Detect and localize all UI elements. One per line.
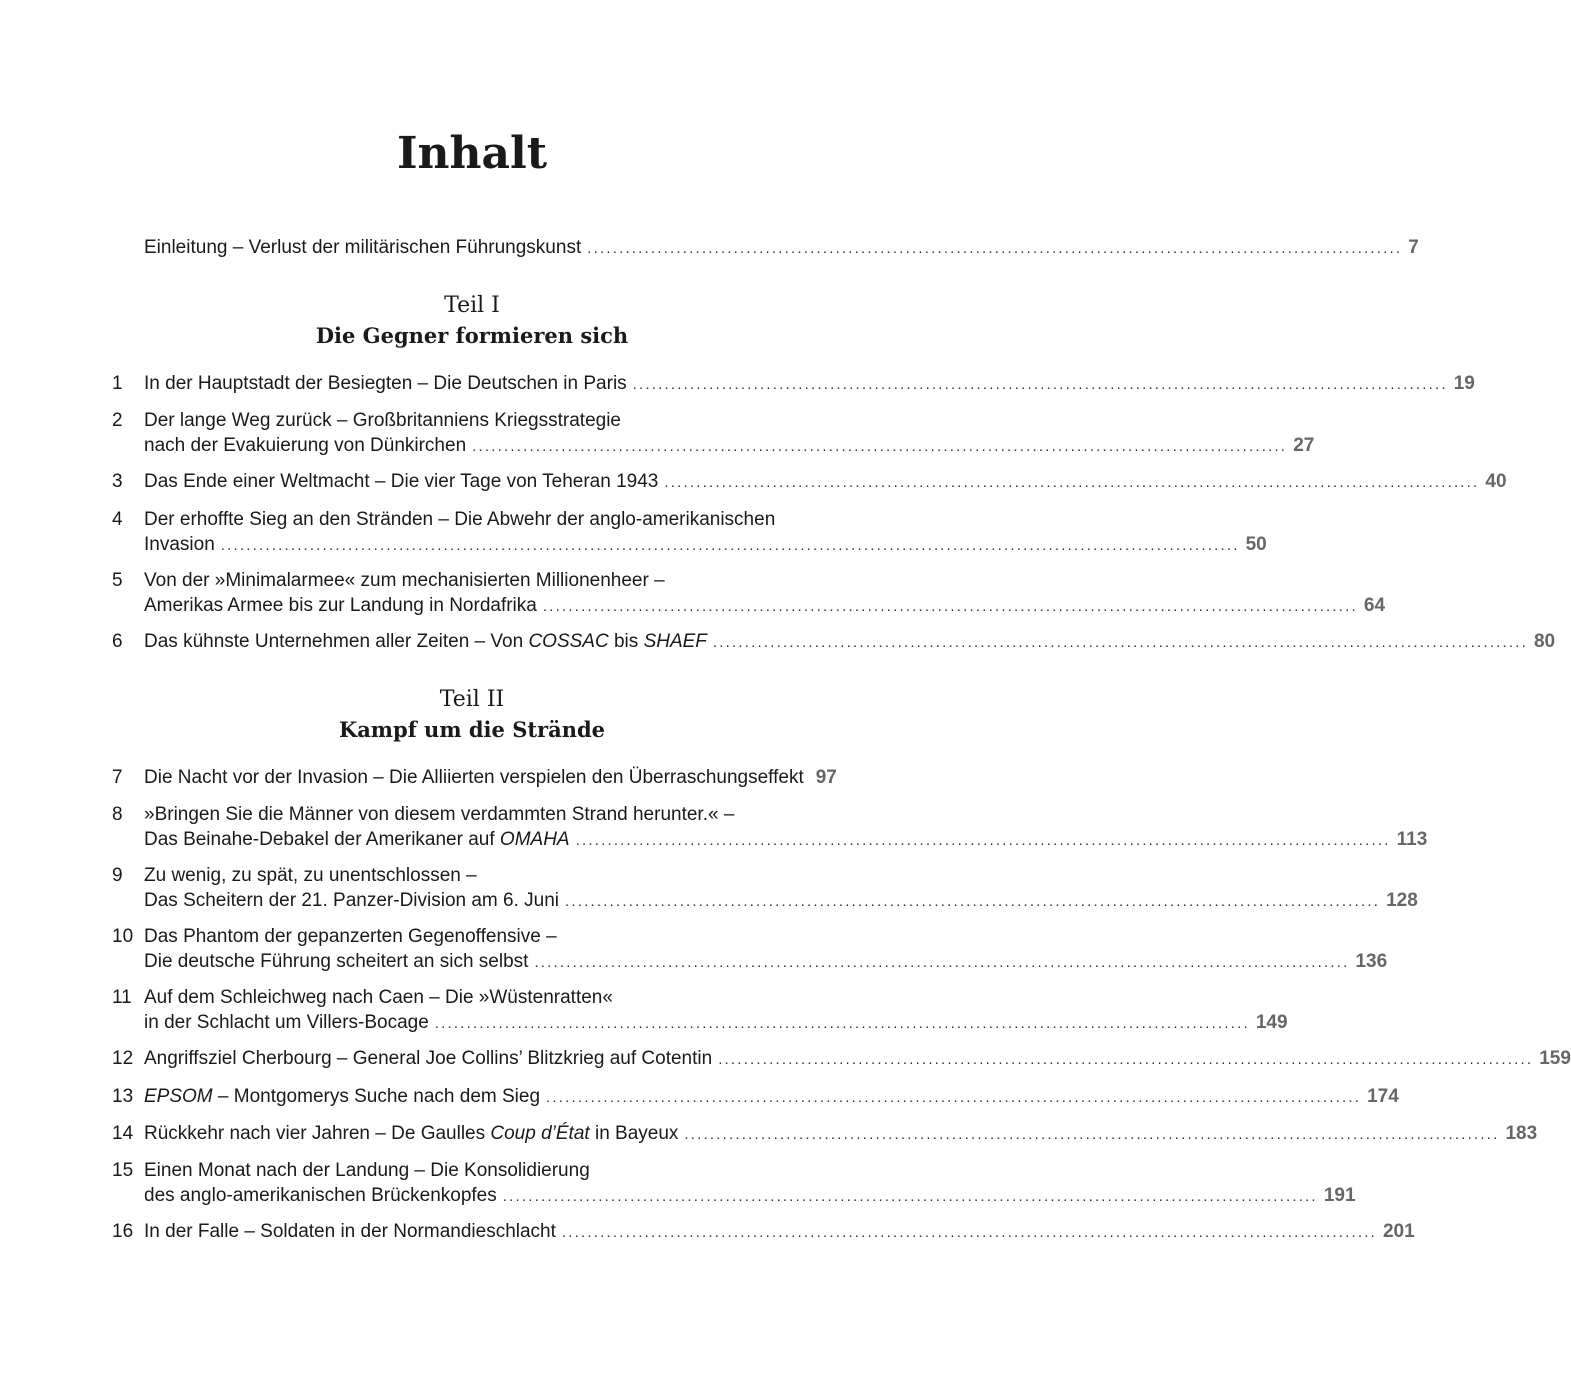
entry-page: 159: [1539, 1048, 1571, 1069]
entry-title: Die Nacht vor der Invasion – Die Alliierten verspielen den Überraschungseffekt: [144, 767, 804, 788]
entry-page: 40: [1485, 471, 1507, 492]
entry-title: Einleitung – Verlust der militärischen Führungskunst: [144, 237, 582, 258]
entry-title: In der Falle – Soldaten in der Normandieschlacht: [144, 1221, 556, 1242]
entry-page: 97: [815, 767, 837, 788]
chapter-number: 7: [112, 767, 123, 788]
entry-title: Das Phantom der gepanzerten Gegenoffensive –: [144, 926, 557, 947]
entry-title: Angriffsziel Cherbourg – General Joe Collins’ Blitzkrieg auf Cotentin: [144, 1048, 713, 1069]
entry-title-cont: nach der Evakuierung von Dünkirchen: [144, 435, 467, 456]
entry-page: 64: [1363, 595, 1386, 616]
entry-title-cont: des anglo-amerikanischen Brückenkopfes: [144, 1185, 497, 1206]
part-label-2: Teil II: [439, 687, 505, 712]
chapter-number: 15: [112, 1160, 134, 1181]
entry-title: »Bringen Sie die Männer von diesem verdammten Strand herunter.« –: [144, 804, 735, 825]
part-title-1: Die Gegner formieren sich: [315, 323, 629, 348]
chapter-number: 10: [112, 926, 134, 947]
leader-dots: ................................................................................................................................: [565, 893, 1381, 910]
entry-title: Der lange Weg zurück – Großbritanniens Kriegsstrategie: [144, 410, 621, 431]
entry-page: 201: [1382, 1221, 1415, 1242]
toc-line: [144, 371, 1475, 396]
leader-dots: ................................................................................................................................: [664, 474, 1480, 491]
leader-dots: ................................................................................................................................: [542, 598, 1358, 615]
toc-line: [144, 888, 1418, 913]
entry-page: 80: [1533, 631, 1556, 652]
leader-dots: ................................................................................................................................: [632, 376, 1448, 393]
leader-dots: ................................................................................................................................: [534, 954, 1350, 971]
chapter-number: 13: [112, 1086, 134, 1107]
entry-page: 113: [1396, 829, 1428, 850]
entry-title: In der Hauptstadt der Besiegten – Die Deutschen in Paris: [144, 373, 627, 394]
entry-title: EPSOM – Montgomerys Suche nach dem Sieg: [144, 1086, 541, 1107]
chapter-number: 5: [112, 570, 123, 591]
entry-page: 27: [1293, 435, 1315, 456]
entry-title-cont: Das Scheitern der 21. Panzer-Division am 6. Juni: [144, 890, 560, 911]
entry-title-cont: Die deutsche Führung scheitert an sich selbst: [144, 951, 529, 972]
entry-page: 183: [1505, 1123, 1538, 1144]
toc-line: [144, 593, 1386, 618]
chapter-number: 11: [112, 987, 132, 1008]
entry-title: Das kühnste Unternehmen aller Zeiten – Von COSSAC bis SHAEF: [144, 631, 707, 652]
entry-title-cont: in der Schlacht um Villers-Bocage: [144, 1012, 429, 1033]
entry-title: Der erhoffte Sieg an den Stränden – Die Abwehr der anglo-amerikanischen: [144, 509, 776, 530]
entry-title: Einen Monat nach der Landung – Die Konsolidierung: [144, 1160, 590, 1181]
toc-line: [144, 568, 665, 593]
toc-line: [144, 433, 1315, 458]
toc-line: [144, 629, 1556, 654]
entry-page: 50: [1245, 534, 1267, 555]
leader-dots: ................................................................................................................................: [546, 1089, 1362, 1106]
chapter-number: 12: [112, 1048, 134, 1069]
toc-line: [144, 765, 837, 790]
toc-line: [144, 1084, 1399, 1109]
leader-dots: ................................................................................................................................: [587, 240, 1403, 257]
chapter-number: 3: [112, 471, 123, 492]
entry-title-cont: Invasion: [144, 534, 215, 555]
entry-title: Von der »Minimalarmee« zum mechanisierten Millionenheer –: [144, 570, 665, 591]
part-title-2: Kampf um die Strände: [338, 717, 606, 742]
toc-line: [144, 1010, 1288, 1035]
toc-line: [144, 863, 477, 888]
entry-title-cont: Das Beinahe-Debakel der Amerikaner auf OMAHA: [144, 829, 570, 850]
part-label-1: Teil I: [444, 293, 500, 318]
toc-line: [144, 507, 775, 532]
toc-line: [144, 235, 1419, 260]
toc-line: [144, 985, 613, 1010]
leader-dots: ................................................................................................................................: [561, 1224, 1377, 1241]
chapter-number: 6: [112, 631, 123, 652]
leader-dots: ................................................................................................................................: [472, 438, 1288, 455]
toc-line: [144, 924, 557, 949]
toc-line: [144, 1046, 1571, 1071]
chapter-number: 14: [112, 1123, 134, 1144]
leader-dots: ................................................................................................................................: [502, 1188, 1318, 1205]
chapter-number: 16: [112, 1221, 134, 1242]
chapter-number: 8: [112, 804, 123, 825]
entry-page: 7: [1408, 237, 1419, 258]
entry-page: 19: [1453, 373, 1475, 394]
toc-line: [144, 408, 621, 433]
toc-line: [144, 469, 1507, 494]
leader-dots: ................................................................................................................................: [684, 1126, 1500, 1143]
toc-line: [144, 532, 1267, 557]
entry-page: 191: [1323, 1185, 1356, 1206]
leader-dots: ................................................................................................................................: [718, 1051, 1534, 1068]
page-title: Inhalt: [396, 128, 548, 179]
leader-dots: ................................................................................................................................: [575, 832, 1391, 849]
toc-line: [144, 1158, 590, 1183]
chapter-number: 9: [112, 865, 123, 886]
entry-page: 128: [1386, 890, 1418, 911]
entry-title-cont: Amerikas Armee bis zur Landung in Nordafrika: [144, 595, 537, 616]
toc-line: [144, 949, 1388, 974]
toc-line: [144, 1219, 1415, 1244]
entry-page: 136: [1355, 951, 1388, 972]
leader-dots: ................................................................................................................................: [434, 1015, 1250, 1032]
entry-page: 174: [1367, 1086, 1399, 1107]
entry-title: Das Ende einer Weltmacht – Die vier Tage von Teheran 1943: [144, 471, 659, 492]
chapter-number: 2: [112, 410, 123, 431]
chapter-number: 1: [112, 373, 123, 394]
entry-title: Zu wenig, zu spät, zu unentschlossen –: [144, 865, 477, 886]
toc-line: [144, 802, 734, 827]
leader-dots: ................................................................................................................................................................: [220, 537, 1240, 554]
entry-title: Auf dem Schleichweg nach Caen – Die »Wüstenratten«: [144, 987, 613, 1008]
toc-line: [144, 1183, 1356, 1208]
toc-line: [144, 1121, 1538, 1146]
toc-line: [144, 827, 1428, 852]
entry-page: 149: [1255, 1012, 1288, 1033]
entry-title: Rückkehr nach vier Jahren – De Gaulles Coup d’État in Bayeux: [144, 1123, 679, 1144]
leader-dots: ................................................................................................................................: [712, 634, 1528, 651]
chapter-number: 4: [112, 509, 123, 530]
